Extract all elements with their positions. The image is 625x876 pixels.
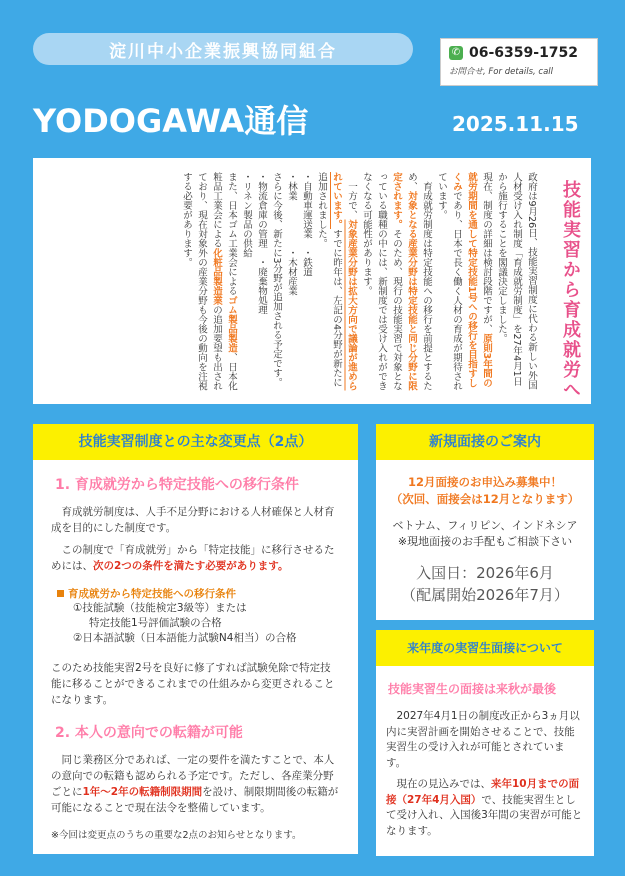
article-paragraph: 育成就労制度は特定技能への移行を前提とするため、対象となる産業分野は特定技能と同じ分野に限定されます。そのため、現行の技能実習で対象となっている職種の中には、新制度では受け入れができなくなる可能性があります。 xyxy=(361,172,432,391)
article-paragraph: 一方で、対象産業分野は拡大方向で議論が進められています。すでに昨年は、左記の4分野が新たに追加されました。 xyxy=(316,172,357,391)
newsletter-title: YODOGAWA通信 xyxy=(33,102,309,140)
list-item: ・リネン製品の供給 xyxy=(241,172,252,258)
condition-item: ①技能試験（技能検定3級等）または xyxy=(73,602,247,614)
local-interview-note: ※現地面接のお手配もご相談下さい xyxy=(397,535,573,548)
section-1-paragraph: この制度で「育成就労」から「特定技能」に移行させるためには、次の2つの条件を満たす必要があります。 xyxy=(51,544,335,572)
next-year-paragraph: 現在の見込みでは、来年10月までの面接（27年4月入国）で、技能実習生として受け入れ、入国後3年間の実習が可能となります。 xyxy=(386,778,583,837)
list-item: ・自動車運送業 ・鉄道 xyxy=(301,172,312,277)
phone-contact-box[interactable] xyxy=(440,38,598,86)
article-paragraph: さらに今後、新たに3分野が追加される予定です。 xyxy=(271,172,282,388)
countries-text: ベトナム、フィリピン、インドネシア xyxy=(392,519,578,532)
interview-guide-heading: 新規面接のご案内 xyxy=(376,424,594,460)
section-1-paragraph: このため技能実習2号を良好に修了すれば試験免除で特定技能に移ることができるこれまでの仕組みから変更されることになります。 xyxy=(51,662,335,706)
section-2-paragraph: 同じ業務区分であれば、一定の要件を満たすことで、本人の意向での転籍も認められる予定です。ただし、各産業分野ごとに1年～2年の転籍制限期間を設け、制限期間後の転籍が可能になることで現在法令を整備しています。 xyxy=(51,754,339,814)
next-year-paragraph: 2027年4月1日の制度改正から3ヵ月以内に実習計画を開始させることで、技能実習生の受け入れが可能とされています。 xyxy=(386,710,580,769)
assignment-date: （配属開始2026年7月） xyxy=(401,586,569,604)
condition-item: 特定技能1号評価試験の合格 xyxy=(89,617,222,629)
square-bullet-icon xyxy=(57,590,64,597)
phone-note: お問合せ, For details, call xyxy=(449,67,554,77)
entry-date: 入国日：2026年6月 xyxy=(416,564,554,582)
changes-card xyxy=(33,424,358,854)
vertical-article-title: 技能実習から育成就労へ xyxy=(560,180,581,400)
list-item: ・林業 ・木材産業 xyxy=(286,172,297,296)
section-1-title: 1. 育成就労から特定技能への移行条件 xyxy=(55,477,299,493)
next-year-interview-card xyxy=(376,630,594,856)
section-1-paragraph: 育成就労制度は、人手不足分野における人材確保と人材育成を目的にした制度です。 xyxy=(51,506,335,534)
article-paragraph: また、日本ゴム工業会によるゴム製品製造、日本化粧品工業会による化粧品製造業の追加要望も出されており、現在対象外の産業分野も今後の動向を注視する必要があります。 xyxy=(181,172,237,391)
vertical-article-body xyxy=(69,172,539,392)
changes-card-heading: 技能実習制度との主な変更点（2点） xyxy=(33,424,358,460)
next-year-interview-subtitle: 技能実習生の面接は来秋が最後 xyxy=(388,682,557,696)
next-interview-notice: （次回、面接会は12月となります） xyxy=(390,492,580,506)
next-year-interview-heading: 来年度の実習生面接について xyxy=(376,630,594,666)
section-2-title: 2. 本人の意向での転籍が可能 xyxy=(55,725,243,741)
vertical-article-card xyxy=(33,158,591,404)
issue-date: 2025.11.15 xyxy=(452,112,579,136)
footnote: ※今回は変更点のうちの重要な2点のお知らせとなります。 xyxy=(51,830,302,841)
conditions-title: 育成就労から特定技能への移行条件 xyxy=(57,586,358,601)
recruitment-notice: 12月面接のお申込み募集中！ xyxy=(407,475,562,489)
phone-icon: ✆ xyxy=(449,46,463,60)
condition-item: ②日本語試験（日本語能力試験N4相当）の合格 xyxy=(73,632,297,644)
article-paragraph: 政府は9月26日、技能実習制度に代わる新しい外国人材受け入れ制度「育成就労制度」を27年4月1日から施行することを閣議決定しました。 xyxy=(496,172,537,390)
list-item: ・物流倉庫の管理 ・廃棄物処理 xyxy=(256,172,267,315)
phone-number[interactable]: 06-6359-1752 xyxy=(469,45,579,61)
org-name-banner: 淀川中小企業振興協同組合 xyxy=(33,33,413,65)
article-paragraph: 現在、制度の詳細は検討段階ですが、原則3年間の就労期間を通して特定技能1号への移行を目指すしくみであり、日本で長く働く人材の育成が期待されています。 xyxy=(436,172,492,391)
interview-guide-card xyxy=(376,424,594,620)
